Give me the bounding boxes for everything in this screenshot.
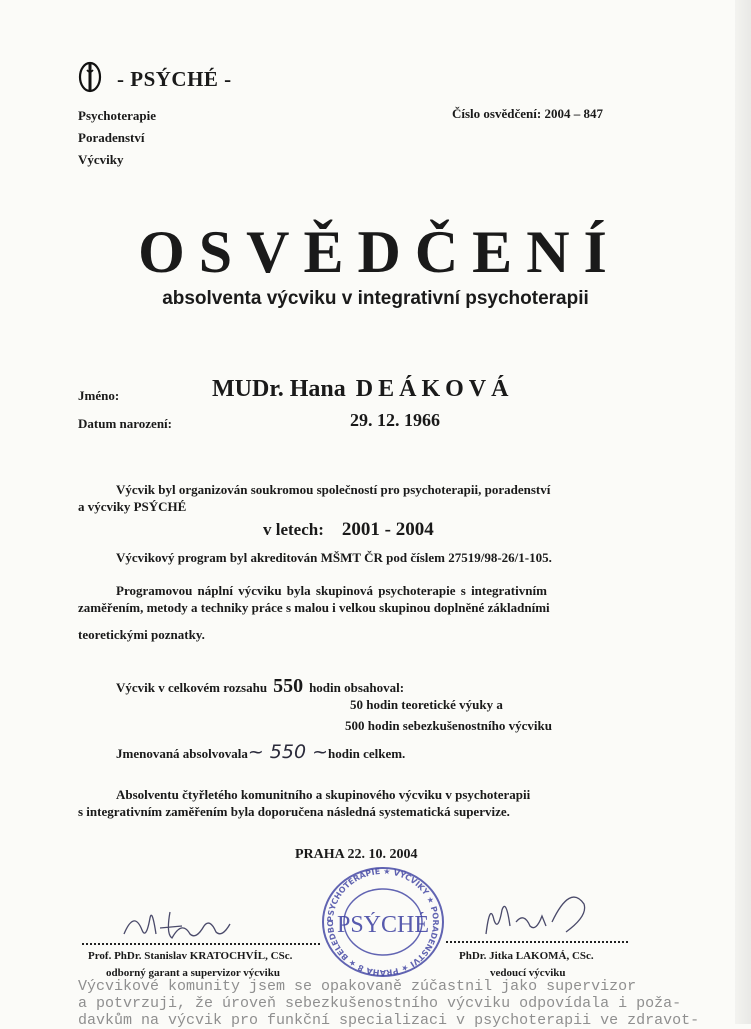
name-label: Jméno: xyxy=(78,388,120,403)
psyche-stamp xyxy=(318,866,448,978)
certificate-number: Číslo osvědčení: 2004 – 847 xyxy=(452,106,603,121)
brand-name: - PSÝCHÉ - xyxy=(117,67,232,91)
hours-total-line xyxy=(116,675,404,698)
hours-suffix: hodin obsahoval: xyxy=(309,680,405,695)
hours-total: 550 xyxy=(273,675,304,697)
accreditation-text: Výcvikový program byl akreditován MŠMT ČR pod číslem 27519/98-26/1-105. xyxy=(116,550,552,565)
date-of-birth: 29. 12. 1966 xyxy=(350,410,440,430)
signatory-right-name: PhDr. Jitka LAKOMÁ, CSc. xyxy=(459,950,594,962)
recommendation-line-2: s integrativním zaměřením byla doporučena následná systematická supervize. xyxy=(78,804,510,819)
place-and-date: PRAHA 22. 10. 2004 xyxy=(295,847,418,862)
signature-line-left xyxy=(82,943,320,945)
signature-line-right xyxy=(446,941,628,943)
stamp-ring-text: PSYCHOTERAPIE ★ VÝCVIKY ★ PORADENSTVÍ ★ PRAHA 8 ★ BELEDBO xyxy=(325,866,441,978)
signatory-left-role: odborný garant a supervizor výcviku xyxy=(106,967,280,979)
document-title: OSVĚDČENÍ xyxy=(138,219,621,285)
signatory-left-name: Prof. PhDr. Stanislav KRATOCHVÍL, CSc. xyxy=(88,950,293,962)
service-psychotherapy: Psychoterapie xyxy=(78,108,156,123)
training-years xyxy=(263,519,434,541)
years-label: v letech: xyxy=(263,520,324,539)
dob-label: Datum narození: xyxy=(78,416,173,431)
completed-hours-line xyxy=(116,741,405,763)
holder-surname: DEÁKOVÁ xyxy=(355,376,514,402)
hours-theory: 50 hodin teoretické výuky a xyxy=(350,697,503,712)
signatory-right-role: vedoucí výcviku xyxy=(490,967,566,979)
organization-line-2: a výcviky PSÝCHÉ xyxy=(78,499,187,514)
service-training: Výcviky xyxy=(78,152,124,167)
recommendation-line-1: Absolventu čtyřletého komunitního a skupinového výcviku v psychoterapii xyxy=(116,787,531,802)
content-line-1: Programovou náplní výcviku byla skupinová psychoterapie s integrativním xyxy=(116,583,547,598)
page-edge-shadow xyxy=(735,0,751,1024)
typed-note-line-3: davkům na výcvik pro funkční specializaci v psychoterapii ve zdravot- xyxy=(78,1012,700,1029)
holder-name xyxy=(212,376,513,403)
completed-suffix: hodin celkem. xyxy=(328,746,406,761)
content-line-3: teoretickými poznatky. xyxy=(78,627,205,642)
signature-lakoma xyxy=(480,892,592,942)
completed-prefix: Jmenovaná absolvovala xyxy=(116,746,248,761)
service-counseling: Poradenství xyxy=(78,130,145,145)
typed-note-line-2: a potvrzuji, že úroveň sebezkušenostního výcviku odpovídala i poža- xyxy=(78,995,682,1012)
completed-hours-handwritten: ~ 550 ~ xyxy=(247,741,329,763)
organization-line-1: Výcvik byl organizován soukromou společností pro psychoterapii, poradenství xyxy=(116,482,551,497)
hours-prefix: Výcvik v celkovém rozsahu xyxy=(116,680,268,695)
holder-first-name: MUDr. Hana xyxy=(212,376,346,402)
content-line-2: zaměřením, metody a techniky práce s malou i velkou skupinou doplněné základními xyxy=(78,600,550,615)
stamp-center-text: PSÝCHÉ xyxy=(336,912,430,938)
psyche-logo-icon xyxy=(78,60,102,94)
hours-self-experience: 500 hodin sebezkušenostního výcviku xyxy=(345,718,552,733)
signature-kratochvil xyxy=(120,904,235,946)
typed-note-line-1: Výcvikové komunity jsem se opakovaně zúčastnil jako supervizor xyxy=(78,978,637,995)
document-subtitle: absolventa výcviku v integrativní psychoterapii xyxy=(162,288,589,309)
years-value: 2001 - 2004 xyxy=(341,519,434,540)
